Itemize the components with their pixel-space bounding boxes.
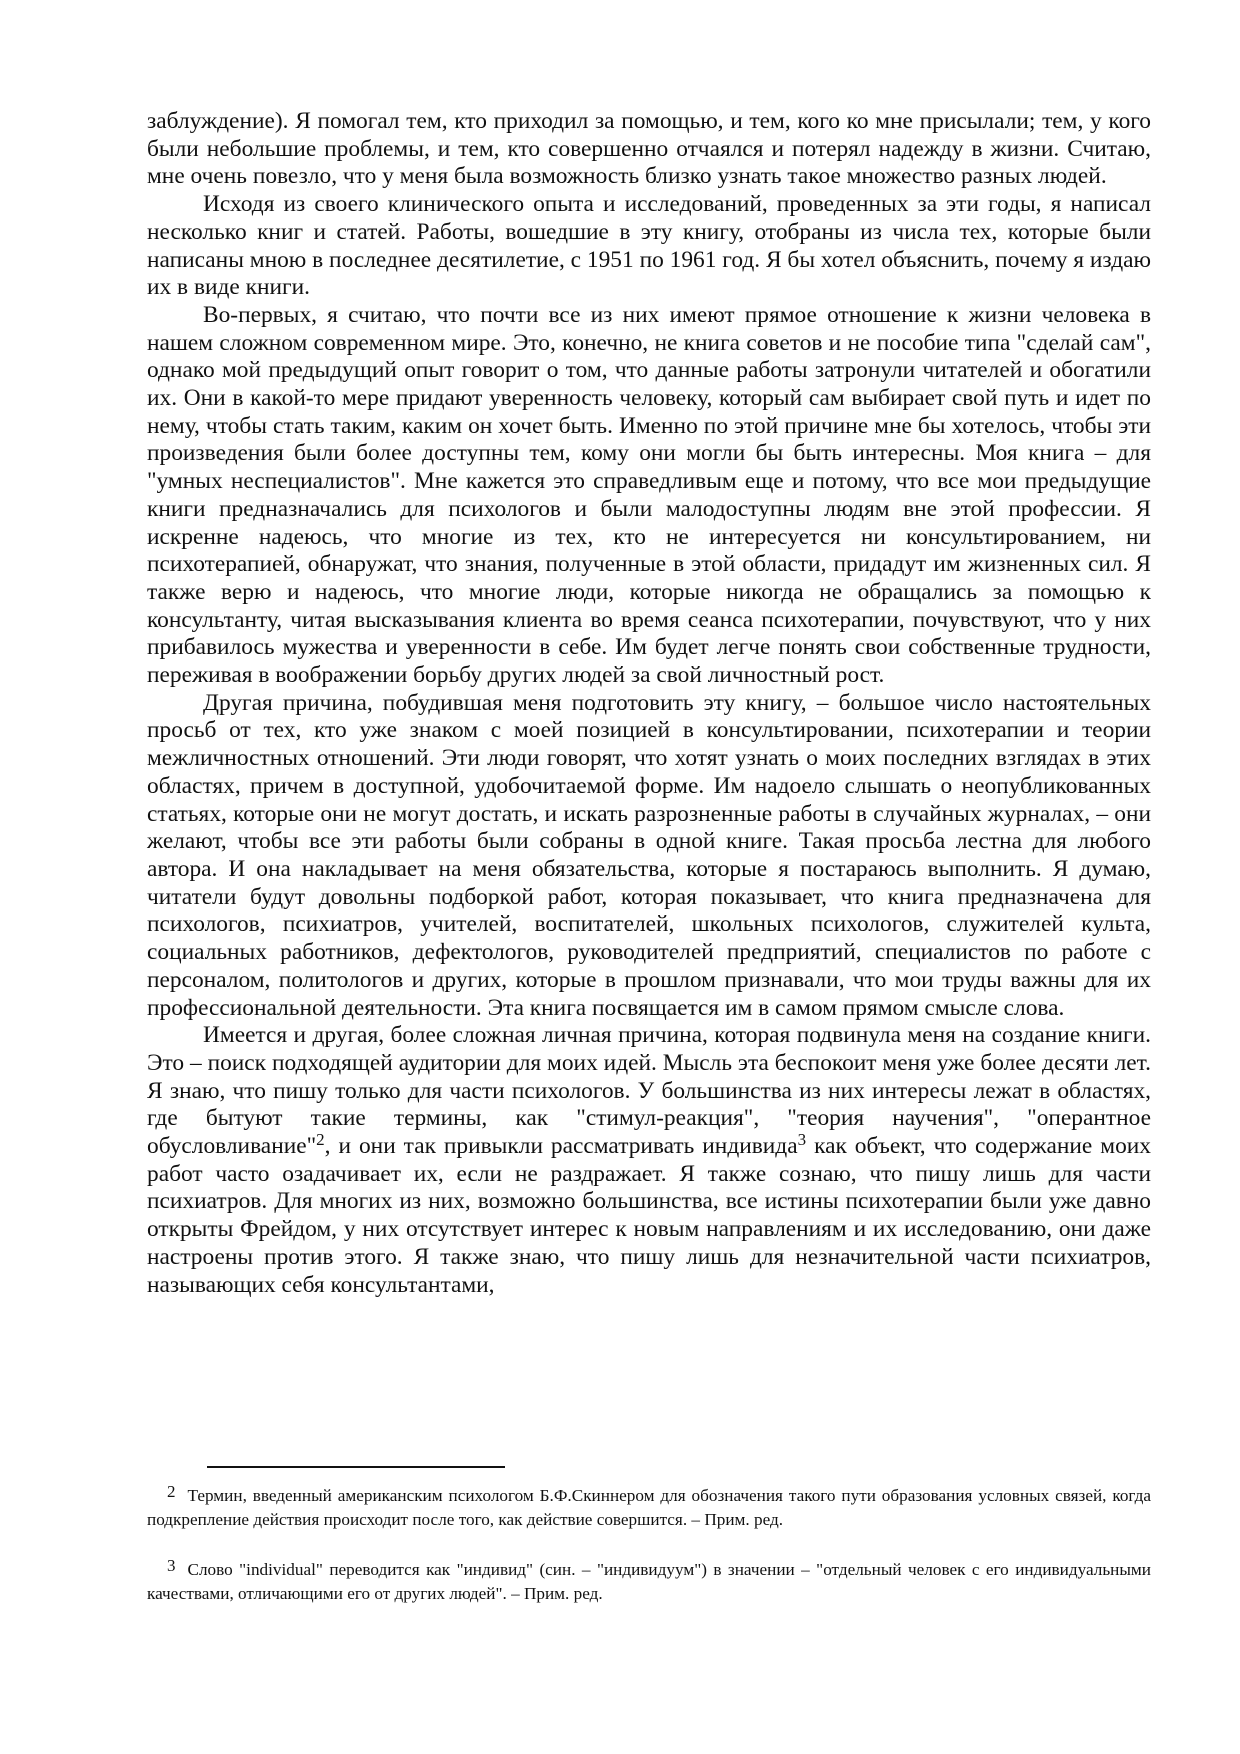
footnote-separator [207,1466,505,1468]
paragraph-text: Имеется и другая, более сложная личная причина, которая подвинула меня на создание книги. Это – поиск подходящей аудитории для моих идей. Мысль эта беспокоит меня уже более десяти лет. Я знаю, что пишу только для части психологов. У большинства из них интересы лежат в областях, где бытуют такие термины, как "стимул-реакция", "теория научения", "оперантное обусловливание" [147,1022,1151,1160]
paragraph-text: , и они так привыкли рассматривать индивида [324,1133,798,1160]
footnote-text: Слово "individual" переводится как "индивид" (син. – "индивидуум") в значении – "отдельный человек с его индивидуальными качествами, отличающими его от других людей". – Прим. ред. [147,1560,1151,1603]
footnote-text: Термин, введенный американским психологом Б.Ф.Скиннером для обозначения такого пути образования условных связей, когда подкрепление действия происходит после того, как действие совершится. – Прим. ред. [147,1486,1151,1529]
paragraph: Исходя из своего клинического опыта и исследований, проведенных за эти годы, я написал несколько книг и статей. Работы, вошедшие в эту книгу, отобраны из числа тех, которые были написаны мною в последнее десятилетие, с 1951 по 1961 год. Я бы хотел объяснить, почему я издаю их в виде книги. [147,191,1151,301]
footnote-number: 3 [167,1556,176,1575]
footnote-reference[interactable]: 3 [797,1130,807,1150]
footnote [147,1554,1151,1606]
paragraph: Другая причина, побудившая меня подготовить эту книгу, – большое число настоятельных просьб от тех, кто уже знаком с моей позицией в консультировании, психотерапии и теории межличностных отношений. Эти люди говорят, что хотят узнать о моих последних взглядах в этих областях, причем в доступной, удобочитаемой форме. Им надоело слышать о неопубликованных статьях, которые они не могут достать, и искать разрозненные работы в случайных журналах, – они желают, чтобы все эти работы были собраны в одной книге. Такая просьба лестна для любого автора. И она накладывает на меня обязательства, которые я постараюсь выполнить. Я думаю, читатели будут довольны подборкой работ, которая показывает, что книга предназначена для психологов, психиатров, учителей, воспитателей, школьных психологов, служителей культа, социальных работников, дефектологов, руководителей предприятий, специалистов по работе с персоналом, политологов и других, которые в прошлом признавали, что мои труды важны для их профессиональной деятельности. Эта книга посвящается им в самом прямом смысле слова. [147,689,1151,1021]
paragraph [147,1022,1151,1299]
paragraph: заблуждение). Я помогал тем, кто приходил за помощью, и тем, кого ко мне присылали; тем, у кого были небольшие проблемы, и тем, кто совершенно отчаялся и потерял надежду в жизни. Считаю, мне очень повезло, что у меня была возможность близко узнать такое множество разных людей. [147,108,1151,190]
footnote [147,1480,1151,1532]
paragraph-text: как объект, что содержание моих работ часто озадачивает их, если не раздражает. Я также сознаю, что пишу лишь для части психиатров. Для многих из них, возможно большинства, все истины психотерапии были уже давно открыты Фрейдом, у них отсутствует интерес к новым направлениям и их исследованию, они даже настроены против этого. Я также знаю, что пишу лишь для незначительной части психиатров, называющих себя консультантами, [147,1133,1151,1298]
footnote-number: 2 [167,1482,176,1501]
paragraph: Во-первых, я считаю, что почти все из них имеют прямое отношение к жизни человека в нашем сложном современном мире. Это, конечно, не книга советов и не пособие типа "сделай сам", однако мой предыдущий опыт говорит о том, что данные работы затронули читателей и обогатили их. Они в какой-то мере придают уверенность человеку, который сам выбирает свой путь и идет по нему, чтобы стать таким, каким он хочет быть. Именно по этой причине мне бы хотелось, чтобы эти произведения были более доступны тем, кому они могли бы быть интересны. Моя книга – для "умных неспециалистов". Мне кажется это справедливым еще и потому, что все мои предыдущие книги предназначались для психологов и были малодоступны людям вне этой профессии. Я искренне надеюсь, что многие из тех, кто не интересуется ни консультированием, ни психотерапией, обнаружат, что знания, полученные в этой области, придадут им жизненных сил. Я также верю и надеюсь, что многие люди, которые никогда не обращались за помощью к консультанту, читая высказывания клиента во время сеанса психотерапии, почувствуют, что у них прибавилось мужества и уверенности в себе. Им будет легче понять свои собственные трудности, переживая в воображении борьбу других людей за свой личностный рост. [147,301,1151,689]
footnotes [147,1480,1151,1628]
document-page [147,108,1151,1603]
body-text [147,108,1151,1299]
footnote-reference[interactable]: 2 [316,1130,325,1150]
